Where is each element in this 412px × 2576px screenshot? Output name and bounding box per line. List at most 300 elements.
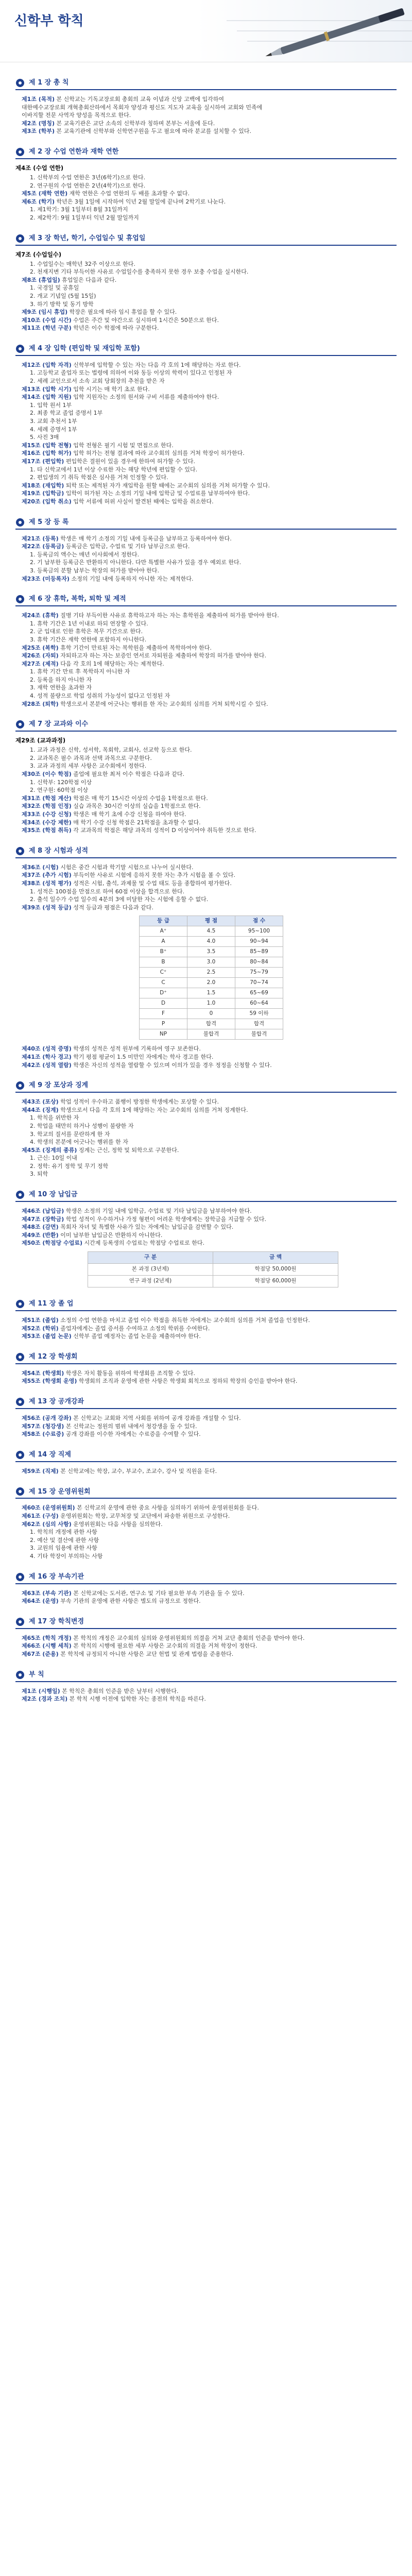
article-line: 제48조 (감면) 목회자 자녀 및 특별한 사유가 있는 자에게는 납입금을 감면할 수 있다. <box>22 1224 234 1231</box>
article-line: 2. 기 납부한 등록금은 반환하지 아니한다. 다만 특별한 사유가 있을 경우 예외로 한다. <box>30 559 242 566</box>
article-line: 1. 국경일 및 공휴일 <box>30 284 79 292</box>
chapter-bullet-icon <box>15 344 25 353</box>
article-line: 제67조 (준용) 본 학칙에 규정되지 아니한 사항은 교단 헌법 및 관계 법령을 준용한다. <box>22 1650 234 1657</box>
table-header-cell: 등 급 <box>140 916 187 926</box>
chapter-title: 제 8 장 시험과 성적 <box>29 846 89 855</box>
chapter-title: 제 7 장 교과와 이수 <box>29 720 89 728</box>
article-line: 제26조 (자퇴) 자퇴하고자 하는 자는 보증인 연서로 자퇴원을 제출하여 학장의 허가를 받아야 한다. <box>22 652 266 659</box>
article-title: 제7조 (수업일수) <box>15 250 62 258</box>
chapter-heading <box>15 77 397 90</box>
article-section <box>15 164 397 222</box>
chapter-title: 제 11 장 졸 업 <box>29 1300 74 1308</box>
article-line: 제58조 (수료증) 공개 강좌를 이수한 자에게는 수료증을 수여할 수 있다. <box>22 1431 201 1438</box>
table-cell: 1.0 <box>187 998 235 1009</box>
table-cell: 학점당 50,000원 <box>213 1264 338 1276</box>
chapter-bullet-icon <box>15 1450 25 1460</box>
article-line: 제42조 (성적 열람) 학생은 자신의 성적을 열람할 수 있으며 이의가 있을 경우 정정을 신청할 수 있다. <box>22 1061 272 1069</box>
article-label: 제1조 (시행일) <box>22 1687 60 1694</box>
pen-illustration-icon <box>196 0 412 62</box>
chapter-title: 제 16 장 부속기관 <box>29 1572 84 1581</box>
table-cell: B <box>140 957 187 968</box>
article-line: 제40조 (성적 증명) 학생의 성적은 성적 원부에 기록하여 영구 보존한다. <box>22 1045 201 1053</box>
chapter-heading <box>15 1571 397 1584</box>
table-cell: 4.5 <box>187 926 235 937</box>
article-line: 제35조 (학점 취득) 각 교과목의 학점은 해당 과목의 성적이 D 이상이어야 취득한 것으로 한다. <box>22 827 256 834</box>
article-line: 1. 타 신학교에서 1년 이상 수료한 자는 해당 학년에 편입할 수 있다. <box>30 466 198 473</box>
chapter-bullet-icon <box>15 78 25 88</box>
table-cell: 90~94 <box>235 937 283 947</box>
article-line: 제41조 (학사 경고) 학기 평점 평균이 1.5 미만인 자에게는 학사 경고를 한다. <box>22 1053 214 1060</box>
article-section <box>15 612 397 708</box>
chapter-bullet-icon <box>15 1190 25 1199</box>
article-label: 제2조 (경과 조치) <box>22 1696 68 1703</box>
article-label: 제22조 (등록금) <box>22 543 64 550</box>
article-line: 제39조 (성적 등급) 성적 등급과 평점은 다음과 같다. <box>22 904 153 911</box>
article-label: 제8조 (휴업일) <box>22 276 60 283</box>
article-line: 제57조 (청강생) 본 신학교는 정원의 범위 내에서 청강생을 둘 수 있다. <box>22 1422 197 1430</box>
article-line: 제65조 (학칙 개정) 본 학칙의 개정은 교수회의 심의와 운영위원회의 의결을 거쳐 교단 총회의 인준을 받아야 한다. <box>22 1634 305 1641</box>
article-section <box>15 1504 397 1560</box>
article-line: 제49조 (반환) 이미 납부한 납입금은 반환하지 아니한다. <box>22 1231 163 1239</box>
article-line: 1. 학칙의 개정에 관한 사항 <box>30 1529 97 1536</box>
article-label: 제66조 (시행 세칙) <box>22 1642 72 1650</box>
table-header-cell: 구 분 <box>88 1252 213 1264</box>
article-section <box>15 1634 397 1658</box>
article-label: 제24조 (휴학) <box>22 612 59 619</box>
table-cell: 75~79 <box>235 968 283 978</box>
table-cell: C⁺ <box>140 968 187 978</box>
article-label: 제36조 (시험) <box>22 863 59 871</box>
chapter-heading <box>15 1485 397 1499</box>
table-cell: 0 <box>187 1009 235 1019</box>
article-label: 제61조 (구성) <box>22 1512 59 1519</box>
article-label: 제57조 (청강생) <box>22 1422 64 1430</box>
article-line: 제63조 (부속 기관) 본 신학교에는 도서관, 연구소 및 기타 필요한 부속 기관을 둘 수 있다. <box>22 1589 245 1597</box>
article-line: 제8조 (휴업일) 휴업일은 다음과 같다. <box>22 276 117 283</box>
article-line: 제18조 (재입학) 퇴학 또는 제적된 자가 재입학을 원할 때에는 교수회의 심의를 거쳐 허가할 수 있다. <box>22 482 270 489</box>
article-line: 제36조 (시험) 시험은 중간 시험과 학기말 시험으로 나누어 실시한다. <box>22 863 194 871</box>
article-line: 제6조 (학기) 학년은 3월 1일에 시작하여 익년 2월 말일에 끝나며 2학기로 나눈다. <box>22 198 226 205</box>
chapter-title: 제 4 장 입학 (편입학 및 재입학 포함) <box>29 345 140 353</box>
article-label: 제43조 (포상) <box>22 1098 59 1106</box>
article-label: 제34조 (수강 제한) <box>22 819 72 826</box>
article-line: 2. 정학: 유기 정학 및 무기 정학 <box>30 1162 109 1170</box>
article-line: 제54조 (학생회) 학생은 자치 활동을 위하여 학생회를 조직할 수 있다. <box>22 1369 195 1377</box>
table-row <box>140 968 283 978</box>
article-label: 제64조 (운영) <box>22 1598 59 1605</box>
article-line: 4. 세례 증명서 1부 <box>30 426 77 433</box>
article-label: 제35조 (학점 취득) <box>22 827 72 834</box>
chapter-title: 제 9 장 포상과 징계 <box>29 1081 89 1090</box>
article-line: 제34조 (수강 제한) 매 학기 수강 신청 학점은 21학점을 초과할 수 없다. <box>22 819 201 826</box>
table-row <box>140 1029 283 1040</box>
article-title: 제29조 (교과과정) <box>15 737 66 744</box>
article-label: 제11조 (학년 구분) <box>22 325 72 332</box>
article-line: 제3조 (학부) 본 교육기관에 신학부와 신학연구원을 두고 필요에 따라 분교를 설치할 수 있다. <box>22 128 252 135</box>
article-line: 제13조 (입학 시기) 입학 시기는 매 학기 초로 한다. <box>22 385 150 393</box>
article-label: 제53조 (졸업 논문) <box>22 1333 72 1340</box>
grade-scale-table <box>139 916 283 1040</box>
table-row <box>140 947 283 957</box>
article-line: 제17조 (편입학) 편입학은 결원이 있을 경우에 한하여 허가할 수 있다. <box>22 458 195 465</box>
table-cell: 95~100 <box>235 926 283 937</box>
article-line: 3. 퇴학 <box>30 1171 48 1178</box>
article-line: 2. 예산 및 결산에 관한 사항 <box>30 1536 99 1544</box>
article-label: 제26조 (자퇴) <box>22 652 59 659</box>
table-cell: 80~84 <box>235 957 283 968</box>
article-label: 제67조 (준용) <box>22 1650 59 1657</box>
chapter-bullet-icon <box>15 1617 25 1626</box>
document-body <box>0 62 412 1703</box>
chapter-heading <box>15 1189 397 1202</box>
table-cell: NP <box>140 1029 187 1040</box>
article-label: 제49조 (반환) <box>22 1231 59 1239</box>
article-line: 1. 입학 원서 1부 <box>30 401 72 409</box>
article-line: 제61조 (구성) 운영위원회는 학장, 교무처장 및 교단에서 파송한 위원으로 구성한다. <box>22 1512 230 1519</box>
article-line: 1. 등록금의 액수는 매년 이사회에서 정한다. <box>30 551 140 558</box>
table-row <box>140 988 283 998</box>
article-label: 제18조 (재입학) <box>22 482 64 489</box>
article-line: 3. 하기 방학 및 동기 방학 <box>30 300 94 308</box>
article-label: 제54조 (학생회) <box>22 1369 64 1377</box>
chapter-title: 제 12 장 학생회 <box>29 1353 78 1361</box>
article-section <box>15 737 397 835</box>
table-cell: 59 이하 <box>235 1009 283 1019</box>
chapter-bullet-icon <box>15 595 25 604</box>
table-row <box>140 1019 283 1029</box>
article-line: 2. 교과목은 필수 과목과 선택 과목으로 구분한다. <box>30 754 152 761</box>
chapter-title: 제 13 장 공개강좌 <box>29 1398 84 1406</box>
article-title: 제4조 (수업 연한) <box>15 164 64 172</box>
article-line: 제59조 (직제) 본 신학교에는 학장, 교수, 부교수, 조교수, 강사 및 직원을 둔다. <box>22 1467 217 1475</box>
article-section <box>15 1369 397 1385</box>
article-section <box>15 1687 397 1703</box>
article-label: 제17조 (편입학) <box>22 458 64 465</box>
tuition-table <box>88 1251 338 1287</box>
article-label: 제16조 (입학 허가) <box>22 450 72 457</box>
article-line: 3. 학교의 질서를 문란하게 한 자 <box>30 1130 110 1138</box>
article-label: 제59조 (직제) <box>22 1467 59 1475</box>
article-line: 4. 학생의 본분에 어긋나는 행위를 한 자 <box>30 1139 128 1146</box>
article-label: 제10조 (수업 시간) <box>22 316 72 324</box>
chapter-title: 제 10 장 납입금 <box>29 1191 78 1199</box>
article-line: 제21조 (등록) 학생은 매 학기 소정의 기일 내에 등록금을 납부하고 등록하여야 한다. <box>22 535 232 542</box>
table-cell: 85~89 <box>235 947 283 957</box>
article-label: 제21조 (등록) <box>22 535 59 542</box>
article-line: 제30조 (이수 학점) 졸업에 필요한 최저 이수 학점은 다음과 같다. <box>22 771 185 778</box>
chapter-bullet-icon <box>15 846 25 856</box>
article-line: 2. 등록을 하지 아니한 자 <box>30 676 92 683</box>
article-line: 제27조 (제적) 다음 각 호의 1에 해당하는 자는 제적한다. <box>22 660 164 667</box>
article-section <box>15 1207 397 1247</box>
article-label: 제15조 (입학 전형) <box>22 442 72 449</box>
article-line: 제24조 (휴학) 질병 기타 부득이한 사유로 휴학하고자 하는 자는 휴학원을 제출하여 허가를 받아야 한다. <box>22 612 279 619</box>
chapter-bullet-icon <box>15 1299 25 1309</box>
article-label: 제45조 (징계의 종류) <box>22 1146 77 1154</box>
article-line: 2. 연구원: 60학점 이상 <box>30 787 89 794</box>
chapter-title: 부 칙 <box>29 1670 44 1679</box>
article-label: 제9조 (임시 휴업) <box>22 309 68 316</box>
article-line: 1. 휴학 기간은 1년 이내로 하되 연장할 수 있다. <box>30 620 148 627</box>
chapter-bullet-icon <box>15 518 25 527</box>
chapter-heading <box>15 845 397 858</box>
article-section <box>15 1414 397 1438</box>
article-label: 제55조 (학생회 운영) <box>22 1378 77 1385</box>
table-row <box>88 1264 338 1276</box>
article-line: 제14조 (입학 지원) 입학 지원자는 소정의 원서와 구비 서류를 제출하여야 한다. <box>22 394 219 401</box>
article-section <box>15 1045 397 1069</box>
table-row <box>140 1009 283 1019</box>
article-line: 제62조 (심의 사항) 운영위원회는 다음 사항을 심의한다. <box>22 1520 163 1528</box>
article-label: 제39조 (성적 등급) <box>22 904 72 911</box>
article-line: 제37조 (추가 시험) 부득이한 사유로 시험에 응하지 못한 자는 추가 시험을 볼 수 있다. <box>22 872 236 879</box>
article-label: 제41조 (학사 경고) <box>22 1053 72 1060</box>
table-cell: 3.5 <box>187 947 235 957</box>
table-cell: 학점당 60,000원 <box>213 1276 338 1287</box>
chapter-heading <box>15 718 397 732</box>
article-line: 1. 근신: 10일 이내 <box>30 1155 77 1162</box>
table-cell: 2.5 <box>187 968 235 978</box>
article-section <box>15 95 397 135</box>
table-cell: 불합격 <box>235 1029 283 1040</box>
article-line: 2. 제2학기: 9월 1일부터 익년 2월 말일까지 <box>30 214 139 221</box>
table-cell: 1.5 <box>187 988 235 998</box>
table-header-cell: 점 수 <box>235 916 283 926</box>
chapter-bullet-icon <box>15 234 25 243</box>
article-line: 2. 최종 학교 졸업 증명서 1부 <box>30 410 103 417</box>
article-section <box>15 863 397 912</box>
article-label: 제23조 (미등록자) <box>22 575 70 582</box>
article-line: 제47조 (장학금) 학업 성적이 우수하거나 가정 형편이 어려운 학생에게는 장학금을 지급할 수 있다. <box>22 1215 266 1223</box>
article-section <box>15 1467 397 1476</box>
article-label: 제65조 (학칙 개정) <box>22 1634 72 1641</box>
article-line: 제2조 (명칭) 본 교육기관은 교단 소속의 신학부라 칭하며 본부는 서울에 둔다. <box>22 120 215 127</box>
article-line: 제33조 (수강 신청) 학생은 매 학기 초에 수강 신청을 하여야 한다. <box>22 811 186 818</box>
article-label: 제27조 (제적) <box>22 660 59 667</box>
chapter-bullet-icon <box>15 1081 25 1090</box>
article-label: 제30조 (이수 학점) <box>22 771 72 778</box>
article-label: 제58조 (수료증) <box>22 1431 64 1438</box>
chapter-bullet-icon <box>15 1397 25 1406</box>
table-row <box>88 1276 338 1287</box>
article-line: 제9조 (임시 휴업) 학장은 필요에 따라 임시 휴업을 할 수 있다. <box>22 309 177 316</box>
article-label: 제37조 (추가 시험) <box>22 872 72 879</box>
article-line: 이바지할 전문 사역자 양성을 목적으로 한다. <box>22 112 131 119</box>
article-section <box>15 1589 397 1605</box>
chapter-heading <box>15 343 397 356</box>
table-cell: P <box>140 1019 187 1029</box>
page-title: 신학부 학칙 <box>14 13 84 29</box>
chapter-title: 제 1 장 총 칙 <box>29 79 69 87</box>
chapter-heading <box>15 1669 397 1682</box>
article-label: 제46조 (납입금) <box>22 1208 64 1215</box>
article-line: 제66조 (시행 세칙) 본 학칙의 시행에 필요한 세부 사항은 교수회의 의결을 거쳐 학장이 정한다. <box>22 1642 258 1650</box>
chapter-title: 제 15 장 운영위원회 <box>29 1487 91 1496</box>
table-cell: 합격 <box>235 1019 283 1029</box>
article-line: 제1조 (목적) 본 신학교는 기독교장로회 총회의 교육 이념과 신앙 고백에 입각하여 <box>22 96 225 103</box>
chapter-title: 제 17 장 학칙변경 <box>29 1617 84 1625</box>
article-line: 3. 재학 연한을 초과한 자 <box>30 684 92 691</box>
article-line: 1. 고등학교 졸업자 또는 법령에 의하여 이와 동등 이상의 학력이 있다고 인정된 자 <box>30 369 232 377</box>
article-line: 3. 교회 추천서 1부 <box>30 418 77 425</box>
table-cell: 70~74 <box>235 978 283 988</box>
article-line: 2. 편입생의 기 취득 학점은 심사를 거쳐 인정할 수 있다. <box>30 474 168 481</box>
article-line: 대한예수교장로회 개혁총회산하에서 목회자 양성과 평신도 지도자 교육을 실시하여 교회와 민족에 <box>22 104 263 111</box>
article-line: 2. 군 입대로 인한 휴학은 복무 기간으로 한다. <box>30 628 143 635</box>
table-cell: 불합격 <box>187 1029 235 1040</box>
table-cell: D⁺ <box>140 988 187 998</box>
article-line: 제1조 (시행일) 본 학칙은 총회의 인준을 받은 날부터 시행한다. <box>22 1687 179 1694</box>
page-header <box>0 0 412 62</box>
chapter-title: 제 3 장 학년, 학기, 수업일수 및 휴업일 <box>29 234 146 242</box>
article-line: 제16조 (입학 허가) 입학 허가는 전형 결과에 따라 교수회의 심의를 거쳐 학장이 허가한다. <box>22 450 245 457</box>
article-label: 제14조 (입학 지원) <box>22 394 72 401</box>
table-cell: 4.0 <box>187 937 235 947</box>
chapter-heading <box>15 593 397 606</box>
table-row <box>140 998 283 1009</box>
article-label: 제13조 (입학 시기) <box>22 385 72 393</box>
article-label: 제60조 (운영위원회) <box>22 1504 75 1512</box>
article-line: 1. 교과 과정은 신학, 성서학, 목회학, 교회사, 선교학 등으로 한다. <box>30 747 192 754</box>
article-line: 1. 신학부의 수업 연한은 3년(6학기)으로 한다. <box>30 174 146 181</box>
article-line: 제22조 (등록금) 등록금은 입학금, 수업료 및 기타 납부금으로 한다. <box>22 543 190 550</box>
chapter-heading <box>15 1616 397 1629</box>
article-line: 제32조 (학점 인정) 실습 과목은 30시간 이상의 실습을 1학점으로 한다. <box>22 803 201 810</box>
table-row <box>140 957 283 968</box>
article-label: 제12조 (입학 자격) <box>22 361 72 368</box>
article-line: 제60조 (운영위원회) 본 신학교의 운영에 관한 중요 사항을 심의하기 위하여 운영위원회를 둔다. <box>22 1504 259 1512</box>
article-label: 제20조 (입학 취소) <box>22 498 72 505</box>
article-line: 제31조 (학점 계산) 학점은 매 학기 15시간 이상의 수업을 1학점으로 한다. <box>22 794 208 802</box>
table-cell: C <box>140 978 187 988</box>
table-cell: 연구 과정 (2년제) <box>88 1276 213 1287</box>
table-cell: 본 과정 (3년제) <box>88 1264 213 1276</box>
article-label: 제31조 (학점 계산) <box>22 794 72 802</box>
chapter-heading <box>15 232 397 246</box>
table-cell: 2.0 <box>187 978 235 988</box>
article-line: 제28조 (퇴학) 학생으로서 본분에 어긋나는 행위를 한 자는 교수회의 심의를 거쳐 퇴학시킬 수 있다. <box>22 700 268 707</box>
article-line: 제25조 (복학) 휴학 기간이 만료된 자는 복학원을 제출하여 복학하여야 한다. <box>22 644 212 651</box>
article-label: 제5조 (재학 연한) <box>22 190 68 197</box>
article-line: 제52조 (학위) 졸업자에게는 졸업 증서를 수여하고 소정의 학위를 수여한다. <box>22 1325 210 1332</box>
article-label: 제42조 (성적 열람) <box>22 1061 72 1069</box>
article-label: 제6조 (학기) <box>22 198 55 205</box>
article-line: 제38조 (성적 평가) 성적은 시험, 출석, 과제물 및 수업 태도 등을 종합하여 평가한다. <box>22 879 232 887</box>
chapter-heading <box>15 1351 397 1364</box>
chapter-bullet-icon <box>15 147 25 157</box>
chapter-bullet-icon <box>15 1352 25 1362</box>
article-line: 3. 교과 과정의 세부 사항은 교수회에서 정한다. <box>30 762 147 770</box>
article-line: 1. 제1학기: 3월 1일부터 8월 31일까지 <box>30 206 128 213</box>
article-line: 제45조 (징계의 종류) 징계는 근신, 정학 및 퇴학으로 구분한다. <box>22 1146 179 1154</box>
article-line: 2. 학업을 태만히 하거나 성행이 불량한 자 <box>30 1122 134 1129</box>
table-cell: F <box>140 1009 187 1019</box>
article-section <box>15 1098 397 1178</box>
article-line: 제11조 (학년 구분) 학년은 이수 학점에 따라 구분한다. <box>22 325 159 332</box>
article-label: 제3조 (학부) <box>22 128 55 135</box>
chapter-title: 제 5 장 등 록 <box>29 518 69 526</box>
article-label: 제47조 (장학금) <box>22 1215 64 1223</box>
table-cell: 65~69 <box>235 988 283 998</box>
article-label: 제44조 (징계) <box>22 1106 59 1113</box>
article-label: 제1조 (목적) <box>22 96 55 103</box>
article-line: 제51조 (졸업) 소정의 수업 연한을 마치고 졸업 이수 학점을 취득한 자에게는 교수회의 심의를 거쳐 졸업을 인정한다. <box>22 1317 310 1324</box>
article-line: 제46조 (납입금) 학생은 소정의 기일 내에 입학금, 수업료 및 기타 납입금을 납부하여야 한다. <box>22 1208 252 1215</box>
article-line: 1. 신학부: 120학점 이상 <box>30 778 92 786</box>
table-cell: 60~64 <box>235 998 283 1009</box>
article-line: 5. 사진 3매 <box>30 434 59 441</box>
article-line: 3. 휴학 기간은 재학 연한에 포함하지 아니한다. <box>30 636 147 643</box>
article-line: 제15조 (입학 전형) 입학 전형은 필기 시험 및 면접으로 한다. <box>22 442 174 449</box>
article-label: 제33조 (수강 신청) <box>22 811 72 818</box>
article-label: 제2조 (명칭) <box>22 120 55 127</box>
article-line: 2. 출석 일수가 수업 일수의 4분의 3에 미달한 자는 시험에 응할 수 없다. <box>30 896 209 903</box>
chapter-title: 제 6 장 휴학, 복학, 퇴학 및 제적 <box>29 595 126 603</box>
article-label: 제56조 (공개 강좌) <box>22 1415 72 1421</box>
article-line: 1. 성적은 100점을 만점으로 하여 60점 이상을 합격으로 한다. <box>30 888 185 895</box>
chapter-bullet-icon <box>15 1572 25 1582</box>
article-line: 4. 성적 불량으로 학업 성취의 가능성이 없다고 인정된 자 <box>30 692 170 700</box>
table-row <box>140 937 283 947</box>
article-section <box>15 251 397 332</box>
chapter-heading <box>15 1396 397 1409</box>
chapter-heading <box>15 1079 397 1093</box>
article-line: 제50조 (학점당 수업료) 시간제 등록생의 수업료는 학점당 수업료로 한다. <box>22 1240 205 1247</box>
table-cell: B⁺ <box>140 947 187 957</box>
table-cell: 합격 <box>187 1019 235 1029</box>
article-line: 4. 기타 학장이 부의하는 사항 <box>30 1552 103 1560</box>
table-cell: 3.0 <box>187 957 235 968</box>
chapter-heading <box>15 146 397 159</box>
chapter-bullet-icon <box>15 1487 25 1496</box>
chapter-title: 제 2 장 수업 연한과 재학 연한 <box>29 148 119 156</box>
article-label: 제62조 (심의 사항) <box>22 1520 72 1528</box>
chapter-bullet-icon <box>15 720 25 729</box>
chapter-heading <box>15 516 397 530</box>
article-line: 2. 연구원의 수업 연한은 2년(4학기)으로 한다. <box>30 182 146 189</box>
article-line: 3. 등록금의 분할 납부는 학장의 허가를 받아야 한다. <box>30 567 159 574</box>
article-line: 제2조 (경과 조치) 본 학칙 시행 이전에 입학한 자는 종전의 학칙을 따른다. <box>22 1696 206 1703</box>
article-line: 제23조 (미등록자) 소정의 기일 내에 등록하지 아니한 자는 제적한다. <box>22 575 194 582</box>
article-line: 제10조 (수업 시간) 수업은 주간 및 야간으로 실시하며 1시간은 50분으로 한다. <box>22 316 219 324</box>
table-header-cell: 평 점 <box>187 916 235 926</box>
article-line: 1. 학칙을 위반한 자 <box>30 1114 79 1122</box>
article-line: 제12조 (입학 자격) 신학부에 입학할 수 있는 자는 다음 각 호의 1에 해당하는 자로 한다. <box>22 361 241 368</box>
article-line: 제56조 (공개 강좌) 본 신학교는 교회와 지역 사회를 위하여 공개 강좌를 개설할 수 있다. <box>22 1415 241 1421</box>
chapter-heading <box>15 1298 397 1311</box>
chapter-heading <box>15 1449 397 1462</box>
article-section <box>15 361 397 506</box>
article-line: 제64조 (운영) 부속 기관의 운영에 관한 사항은 별도의 규정으로 정한다. <box>22 1598 201 1605</box>
table-row <box>140 978 283 988</box>
article-line: 제44조 (징계) 학생으로서 다음 각 호의 1에 해당하는 자는 교수회의 심의를 거쳐 징계한다. <box>22 1106 248 1113</box>
article-label: 제52조 (학위) <box>22 1325 59 1332</box>
article-label: 제40조 (성적 증명) <box>22 1045 72 1053</box>
table-cell: A⁺ <box>140 926 187 937</box>
article-line: 제19조 (입학금) 입학이 허가된 자는 소정의 기일 내에 입학금 및 수업료를 납부하여야 한다. <box>22 490 250 497</box>
table-cell: D <box>140 998 187 1009</box>
article-line: 2. 개교 기념일 (5월 15일) <box>30 292 96 299</box>
chapter-title: 제 14 장 직제 <box>29 1450 71 1459</box>
article-label: 제32조 (학점 인정) <box>22 803 72 810</box>
article-line: 제43조 (포상) 학업 성적이 우수하고 품행이 방정한 학생에게는 포상할 수 있다. <box>22 1098 219 1106</box>
table-row <box>140 926 283 937</box>
article-line: 3. 교원의 임용에 관한 사항 <box>30 1545 97 1552</box>
article-line: 제55조 (학생회 운영) 학생회의 조직과 운영에 관한 사항은 학생회 회칙으로 정하되 학장의 승인을 받아야 한다. <box>22 1378 298 1385</box>
article-label: 제48조 (감면) <box>22 1224 59 1231</box>
article-line: 제53조 (졸업 논문) 신학부 졸업 예정자는 졸업 논문을 제출하여야 한다. <box>22 1333 201 1340</box>
article-line: 제20조 (입학 취소) 입학 서류에 허위 사실이 발견된 때에는 입학을 취소한다. <box>22 498 214 505</box>
